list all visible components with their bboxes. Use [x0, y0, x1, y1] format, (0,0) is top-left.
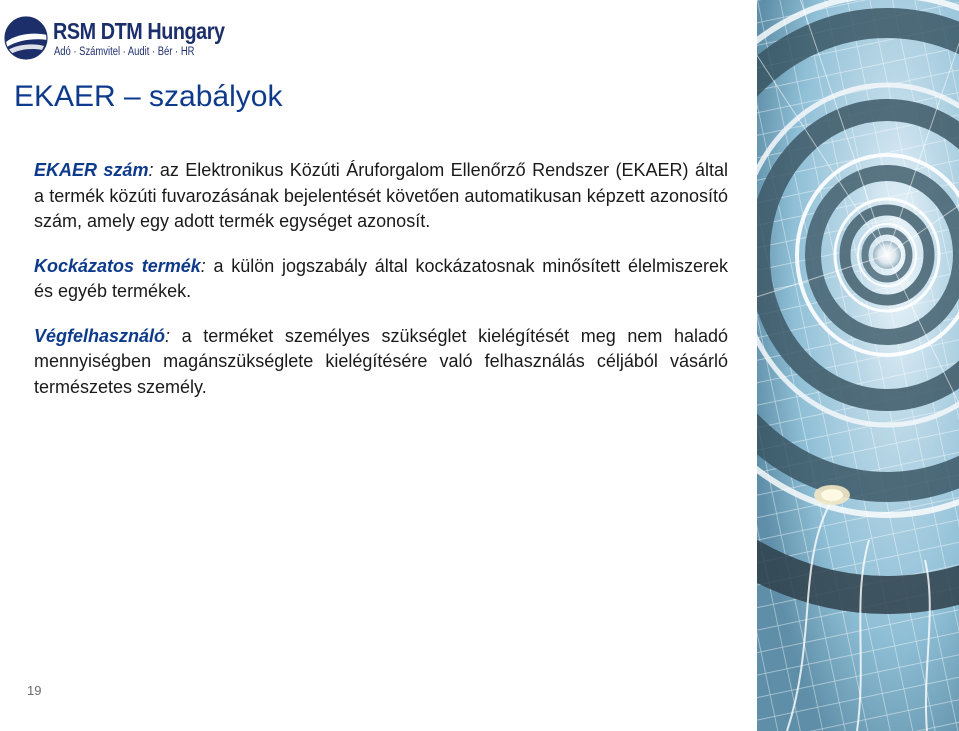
definition-text: a terméket személyes szükséglet kielégítését meg nem haladó mennyiségben magánszükséglete kielégítésére való felhasználás céljából vásárló természetes személy.	[34, 325, 728, 397]
logo-tagline: Adó · Számvitel · Audit · Bér · HR	[54, 46, 195, 58]
logo-company-name: RSM DTM Hungary	[53, 18, 225, 44]
definition-term: Kockázatos termék	[34, 255, 201, 276]
definition-text: a külön jogszabály által kockázatosnak minősített élelmiszerek és egyéb termékek.	[34, 255, 728, 301]
page-number: 19	[27, 683, 42, 698]
rsm-globe-icon	[4, 16, 48, 60]
definition-text: az Elektronikus Közúti Áruforgalom Ellenőrző Rendszer (EKAER) által a termék közúti fuvarozásának bejelentését követően automatikusan képzett azonosító szám, amely egy adott termék egységet azonosít.	[34, 160, 728, 231]
definition-vegfelhasznalo	[34, 324, 728, 401]
definition-colon: :	[165, 325, 171, 346]
definition-ekaer-szam	[34, 158, 728, 235]
definition-kockazatos-termek	[34, 254, 728, 305]
slide-title: EKAER – szabályok	[14, 80, 283, 113]
rsm-logo	[4, 16, 225, 64]
definition-colon: :	[148, 160, 154, 180]
definition-term: EKAER szám	[34, 160, 149, 180]
definition-colon: :	[200, 255, 206, 276]
definitions-list	[34, 158, 728, 419]
definition-term: Végfelhasználó	[34, 325, 166, 346]
spiral-staircase-photo	[757, 0, 959, 731]
